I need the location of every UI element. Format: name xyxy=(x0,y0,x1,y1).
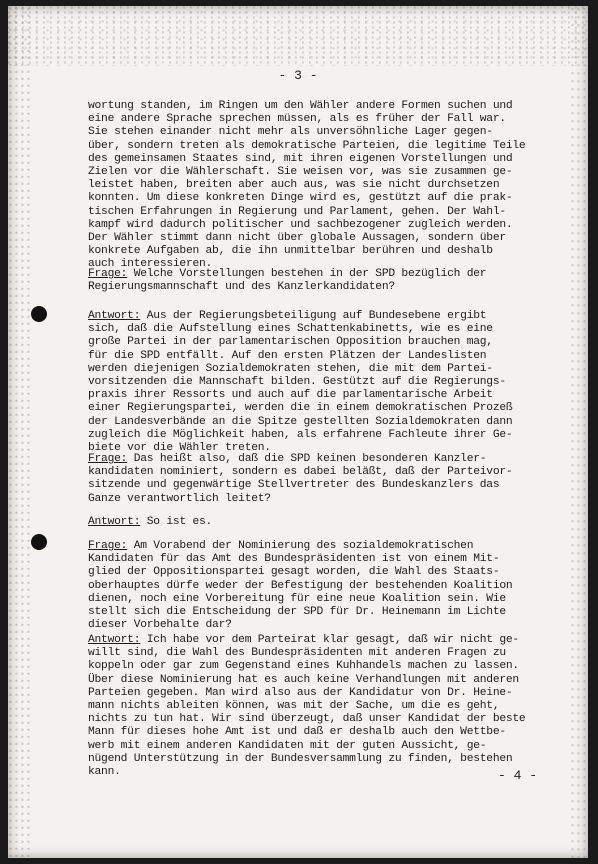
line-text: des gemeinsamen Staates sind, mit ihren eigenen Vorstellungen und xyxy=(88,152,513,165)
punch-hole-top xyxy=(31,306,47,322)
text-line xyxy=(88,753,558,766)
text-line xyxy=(88,647,558,660)
line-text: dienen, noch eine Vorbereitung für eine neue Koalition sein. Wie xyxy=(88,592,506,605)
text-line xyxy=(88,493,558,506)
line-text: Regierungsmannschaft und des Kanzlerkandidaten? xyxy=(88,281,395,294)
question-label: Frage: xyxy=(88,540,128,552)
line-text: einer Regierungspartei, werden die in einem demokratischen Prozeß xyxy=(88,402,513,415)
text-line xyxy=(88,516,558,529)
page-number: - 3 - xyxy=(278,68,318,83)
line-text: zugleich die Möglichkeit haben, als erfahrene Fachleute ihrer Ge- xyxy=(88,428,513,441)
line-text: der Landesverbände an die Spitze gestellten Sozialdemokraten dann xyxy=(88,415,513,428)
line-text: stellt sich die Entscheidung der SPD für Dr. Heinemann im Lichte xyxy=(88,606,506,619)
scan-noise-right xyxy=(570,6,588,858)
answer-label: Antwort: xyxy=(88,634,141,646)
text-line xyxy=(88,350,558,363)
line-text: Welche Vorstellungen bestehen in der SPD bezüglich der xyxy=(127,268,487,280)
line-text: Ganze verantwortlich leitet? xyxy=(88,492,271,505)
line-text: Über diese Nominierung hat es auch keine Verhandlungen mit anderen xyxy=(88,673,519,686)
text-line xyxy=(88,126,558,139)
text-line xyxy=(88,232,558,245)
text-line xyxy=(88,606,558,619)
line-text: Der Wähler stimmt dann nicht über globale Aussagen, sondern über xyxy=(88,232,506,245)
paragraph xyxy=(88,540,558,632)
line-text: vorsitzenden die Mannschaft bilden. Gestützt auf die Regierungs- xyxy=(88,376,506,389)
text-line xyxy=(88,166,558,179)
line-text: tischen Erfahrungen in Regierung und Parlament, gehen. Der Wahl- xyxy=(88,205,506,218)
text-line xyxy=(88,700,558,713)
text-line xyxy=(88,453,558,466)
line-text: willt sind, die Wahl des Bundespräsidenten mit anderen Fragen zu xyxy=(88,647,506,660)
line-text: konnten. Um diese konkreten Dinge wird es, gestützt auf die prak- xyxy=(88,192,513,205)
text-line xyxy=(88,553,558,566)
text-line xyxy=(88,363,558,376)
text-line xyxy=(88,479,558,492)
text-line xyxy=(88,281,558,294)
line-text: Das heißt also, daß die SPD keinen besonderen Kanzler- xyxy=(127,453,487,465)
line-text: werb mit einem anderen Kandidaten mit der guten Aussicht, ge- xyxy=(88,739,487,752)
line-text: sich, daß die Aufstellung eines Schattenkabinetts, wie es eine xyxy=(88,323,493,336)
line-text: sitzende und gegenwärtige Stellvertreter des Bundeskanzlers das xyxy=(88,479,500,492)
line-text: Sie stehen einander nicht mehr als unversöhnliche Lager gegen- xyxy=(88,126,493,139)
line-text: nügend Unterstützung in der Bundesversammlung zu finden, bestehen xyxy=(88,752,513,765)
paragraph xyxy=(88,100,558,272)
line-text: Am Vorabend der Nominierung des sozialdemokratischen xyxy=(127,540,474,552)
line-text: wortung standen, im Ringen um den Wähler andere Formen suchen und xyxy=(88,100,513,112)
question-label: Frage: xyxy=(88,268,128,280)
text-line xyxy=(88,206,558,219)
line-text: konkrete Aufgaben ab, die ihn unmittelbar berühren und deshalb xyxy=(88,245,493,258)
text-line xyxy=(88,674,558,687)
text-line xyxy=(88,740,558,753)
text-line xyxy=(88,245,558,258)
text-line xyxy=(88,402,558,415)
line-text: werden diejenigen Sozialdemokraten stehen, die mit dem Partei- xyxy=(88,362,493,375)
text-line xyxy=(88,619,558,632)
text-line xyxy=(88,766,558,779)
text-line xyxy=(88,268,558,281)
paragraph xyxy=(88,634,558,779)
text-line xyxy=(88,726,558,739)
text-line xyxy=(88,713,558,726)
line-text: biete vor die Wähler treten. xyxy=(88,442,271,455)
text-line xyxy=(88,416,558,429)
text-line xyxy=(88,429,558,442)
line-text: kandidaten nominiert, sondern es dabei beläßt, daß der Parteivor- xyxy=(88,466,513,479)
text-line xyxy=(88,100,558,113)
line-text: Kandidaten für das Amt des Bundespräsidenten ist von einem Mit- xyxy=(88,553,500,566)
scan-noise-top xyxy=(8,6,588,66)
line-text: nichts zu tun hat. Wir sind überzeugt, daß unser Kandidat der beste xyxy=(88,713,526,726)
answer-label: Antwort: xyxy=(88,310,141,322)
line-text: oberhauptes dürfe weder der Befestigung der bestehenden Koalition xyxy=(88,579,513,592)
line-text: auch interessieren. xyxy=(88,258,213,271)
line-text: koppeln oder gar zum Gegenstand eines Kuhhandels machen zu lassen. xyxy=(88,660,519,673)
text-line xyxy=(88,219,558,232)
line-text: mann nichts ableiten können, was mit der Sache, um die es geht, xyxy=(88,700,500,713)
paragraph xyxy=(88,453,558,506)
text-line xyxy=(88,580,558,593)
text-line xyxy=(88,140,558,153)
text-line xyxy=(88,376,558,389)
text-line xyxy=(88,153,558,166)
text-line xyxy=(88,593,558,606)
text-line xyxy=(88,113,558,126)
text-line xyxy=(88,310,558,323)
line-text: Zielen vor die Wählerschaft. Sie weisen vor, was sie zusammen ge- xyxy=(88,166,513,179)
line-text: eine andere Sprache sprechen müssen, als es früher der Fall war. xyxy=(88,113,506,126)
line-text: Parteien gegeben. Man wird also aus der Kandidatur von Dr. Heine- xyxy=(88,686,513,699)
text-line xyxy=(88,336,558,349)
line-text: über, sondern treten als demokratische Parteien, die legitime Teile xyxy=(88,139,526,152)
line-text: Mann für dieses hohe Amt ist und daß er deshalb auch den Wettbe- xyxy=(88,726,506,739)
line-text: Ich habe vor dem Parteirat klar gesagt, daß wir nicht ge- xyxy=(140,634,519,646)
paragraph xyxy=(88,516,558,529)
line-text: So ist es. xyxy=(140,516,213,528)
paragraph xyxy=(88,310,558,455)
paragraph xyxy=(88,268,558,294)
text-line xyxy=(88,192,558,205)
question-label: Frage: xyxy=(88,453,128,465)
text-line xyxy=(88,323,558,336)
line-text: glied der Oppositionspartei gesagt worden, die Wahl des Staats- xyxy=(88,566,500,579)
line-text: kampf wird dadurch politischer und sachbezogener zugleich werden. xyxy=(88,218,513,231)
line-text: praxis ihrer Ressorts und auch auf die parlamentarische Arbeit xyxy=(88,389,493,402)
line-text: große Partei in der parlamentarischen Opposition brauchen mag, xyxy=(88,336,493,349)
line-text: kann. xyxy=(88,766,121,779)
text-line xyxy=(88,660,558,673)
line-text: Aus der Regierungsbeteiligung auf Bundesebene ergibt xyxy=(140,310,487,322)
next-page-marker: - 4 - xyxy=(498,768,538,783)
text-line xyxy=(88,566,558,579)
document-page xyxy=(8,6,588,858)
text-line xyxy=(88,687,558,700)
punch-hole-bottom xyxy=(31,534,47,550)
line-text: leistet haben, breiten aber auch aus, was sie nicht durchsetzen xyxy=(88,179,500,192)
line-text: für die SPD entfällt. Auf den ersten Plätzen der Landeslisten xyxy=(88,349,487,362)
text-line xyxy=(88,466,558,479)
text-line xyxy=(88,389,558,402)
line-text: dieser Vorbehalte dar? xyxy=(88,619,232,632)
scan-noise-left xyxy=(8,6,32,858)
text-line xyxy=(88,179,558,192)
text-line xyxy=(88,540,558,553)
answer-label: Antwort: xyxy=(88,516,141,528)
text-line xyxy=(88,634,558,647)
